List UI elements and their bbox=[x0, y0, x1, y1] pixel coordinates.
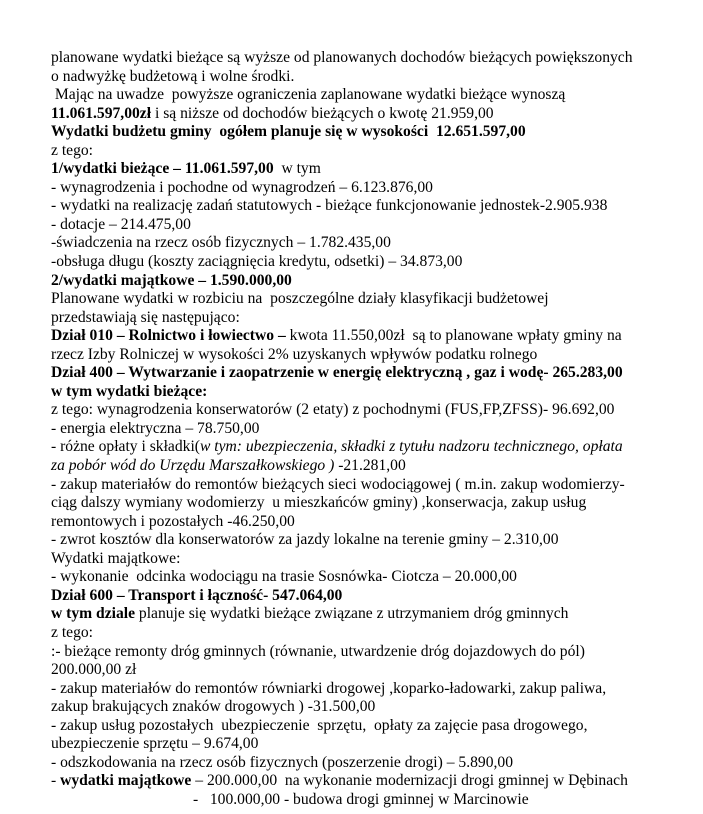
text-segment: - odszkodowania na rzecz osób fizycznych (poszerzenie drogi) – 5.890,00 bbox=[51, 753, 514, 771]
text-segment: -obsługa długu (koszty zaciągnięcia kredytu, odsetki) – 34.873,00 bbox=[51, 253, 463, 271]
document-line bbox=[51, 643, 673, 662]
text-segment: 2/wydatki majątkowe – 1.590.000,00 bbox=[51, 271, 292, 289]
text-segment: - wydatki na realizację zadań statutowych - bieżące funkcjonowanie jednostek-2.905.938 bbox=[51, 197, 608, 215]
document-line bbox=[51, 494, 673, 513]
document-line bbox=[51, 327, 673, 346]
text-segment: w tym dziale bbox=[51, 605, 136, 623]
document-line bbox=[51, 661, 673, 680]
text-segment: :- bieżące remonty dróg gminnych (równanie, utwardzenie dróg dojazdowych do pól) bbox=[51, 642, 585, 660]
text-segment: Dział 010 – Rolnictwo i łowiectwo – bbox=[51, 327, 286, 345]
document-line bbox=[51, 160, 673, 179]
text-segment: z tego: bbox=[51, 623, 93, 641]
text-segment: o nadwyżkę budżetową i wolne środki. bbox=[51, 67, 295, 85]
text-segment: przedstawiają się następująco: bbox=[51, 308, 240, 326]
document-line bbox=[51, 587, 673, 606]
text-segment: - 100.000,00 - budowa drogi gminnej w Marcinowie bbox=[193, 790, 529, 808]
document-line bbox=[51, 680, 673, 699]
text-segment: - zakup materiałów do remontów bieżących sieci wodociągowej ( m.in. zakup wodomierzy- bbox=[51, 475, 625, 493]
text-segment: w tym bbox=[273, 160, 321, 178]
text-segment: ubezpieczenie sprzętu – 9.674,00 bbox=[51, 735, 259, 753]
document-line bbox=[51, 420, 673, 439]
text-segment: - zakup materiałów do remontów równiarki drogowej ,koparko-ładowarki, zakup paliwa, bbox=[51, 679, 607, 697]
document-line bbox=[51, 309, 673, 328]
text-segment: 11.061.597,00zł bbox=[51, 104, 152, 122]
document-line bbox=[51, 68, 673, 87]
document-line bbox=[51, 216, 673, 235]
document-line bbox=[51, 234, 673, 253]
text-segment: – 200.000,00 na wykonanie modernizacji drogi gminnej w Dębinach bbox=[191, 772, 628, 790]
document-line bbox=[51, 568, 673, 587]
document-line bbox=[51, 383, 673, 402]
text-segment: Wydatki budżetu gminy ogółem planuje się w wysokości 12.651.597,00 bbox=[51, 123, 526, 141]
text-segment: planowane wydatki bieżące są wyższe od planowanych dochodów bieżących powiększonych bbox=[51, 49, 633, 66]
text-segment: w tym: ubezpieczenia, składki z tytułu nadzoru technicznego, opłata bbox=[199, 438, 623, 456]
text-segment: planuje się wydatki bieżące związane z utrzymaniem dróg gminnych bbox=[135, 605, 569, 623]
document-line bbox=[51, 105, 673, 124]
text-segment: w tym wydatki bieżące: bbox=[51, 382, 208, 400]
text-segment: Dział 600 – Transport i łączność- 547.064,00 bbox=[51, 586, 343, 604]
text-segment: z tego: wynagrodzenia konserwatorów (2 etaty) z pochodnymi (FUS,FP,ZFSS)- 96.692,00 bbox=[51, 401, 615, 419]
document-line bbox=[51, 550, 673, 569]
document-line bbox=[51, 735, 673, 754]
text-segment: - zwrot kosztów dla konserwatorów za jazdy lokalne na terenie gminy – 2.310,00 bbox=[51, 531, 559, 549]
text-segment: kwota 11.550,00zł są to planowane wpłaty gminy na bbox=[285, 327, 622, 345]
document-line bbox=[51, 624, 673, 643]
document-line bbox=[51, 364, 673, 383]
text-segment: Mając na uwadze powyższe ograniczenia zaplanowane wydatki bieżące wynoszą bbox=[51, 86, 566, 104]
document-line bbox=[51, 179, 673, 198]
document-line bbox=[51, 197, 673, 216]
document-line bbox=[51, 272, 673, 291]
document-line bbox=[51, 772, 673, 791]
document-line bbox=[51, 754, 673, 773]
text-segment: i są niższe od dochodów bieżących o kwotę 21.959,00 bbox=[151, 104, 494, 122]
document-line bbox=[51, 791, 673, 810]
document-line bbox=[51, 346, 673, 365]
text-segment: Planowane wydatki w rozbiciu na poszczególne działy klasyfikacji budżetowej bbox=[51, 290, 549, 308]
document-line bbox=[51, 698, 673, 717]
text-segment: - różne opłaty i składki( bbox=[51, 438, 200, 456]
document-line bbox=[51, 253, 673, 272]
document-line bbox=[51, 717, 673, 736]
document-line bbox=[51, 142, 673, 161]
text-segment: Dział 400 – Wytwarzanie i zaopatrzenie w energię elektryczną , gaz i wodę- 265.283,00 bbox=[51, 364, 623, 382]
document-line bbox=[51, 86, 673, 105]
document-line bbox=[51, 457, 673, 476]
document-line bbox=[51, 401, 673, 420]
document-line bbox=[51, 290, 673, 309]
text-segment: wydatki majątkowe bbox=[60, 772, 192, 790]
text-segment: Wydatki majątkowe: bbox=[51, 549, 181, 567]
text-segment: za pobór wód do Urzędu Marszałkowskiego ) bbox=[51, 457, 339, 475]
document-line bbox=[51, 438, 673, 457]
document-line bbox=[51, 531, 673, 550]
document-line bbox=[51, 123, 673, 142]
document-line bbox=[51, 605, 673, 624]
text-segment: z tego: bbox=[51, 141, 93, 159]
text-segment: - dotacje – 214.475,00 bbox=[51, 215, 191, 233]
text-segment: rzecz Izby Rolniczej w wysokości 2% uzyskanych wpływów podatku rolnego bbox=[51, 345, 538, 363]
text-segment: -świadczenia na rzecz osób fizycznych – 1.782.435,00 bbox=[51, 234, 391, 252]
text-segment: zakup brakujących znaków drogowych ) -31.500,00 bbox=[51, 698, 376, 716]
text-segment: 1/wydatki bieżące – 11.061.597,00 bbox=[51, 160, 274, 178]
text-segment: - zakup usług pozostałych ubezpieczenie sprzętu, opłaty za zajęcie pasa drogowego, bbox=[51, 716, 588, 734]
text-segment: - wykonanie odcinka wodociągu na trasie Sosnówka- Ciotcza – 20.000,00 bbox=[51, 568, 517, 586]
text-segment: 200.000,00 zł bbox=[51, 661, 137, 679]
document-line bbox=[51, 476, 673, 495]
text-segment: - energia elektryczna – 78.750,00 bbox=[51, 419, 260, 437]
document-line bbox=[51, 513, 673, 532]
text-segment: ciąg dalszy wymiany wodomierzy u mieszkańców gminy) ,konserwacja, zakup usług bbox=[51, 494, 587, 512]
text-segment: - bbox=[51, 772, 61, 790]
document-text-block bbox=[51, 49, 673, 809]
text-segment: remontowych i pozostałych -46.250,00 bbox=[51, 512, 295, 530]
text-segment: - wynagrodzenia i pochodne od wynagrodzeń – 6.123.876,00 bbox=[51, 178, 433, 196]
text-segment: -21.281,00 bbox=[338, 457, 406, 475]
document-line bbox=[51, 49, 673, 68]
